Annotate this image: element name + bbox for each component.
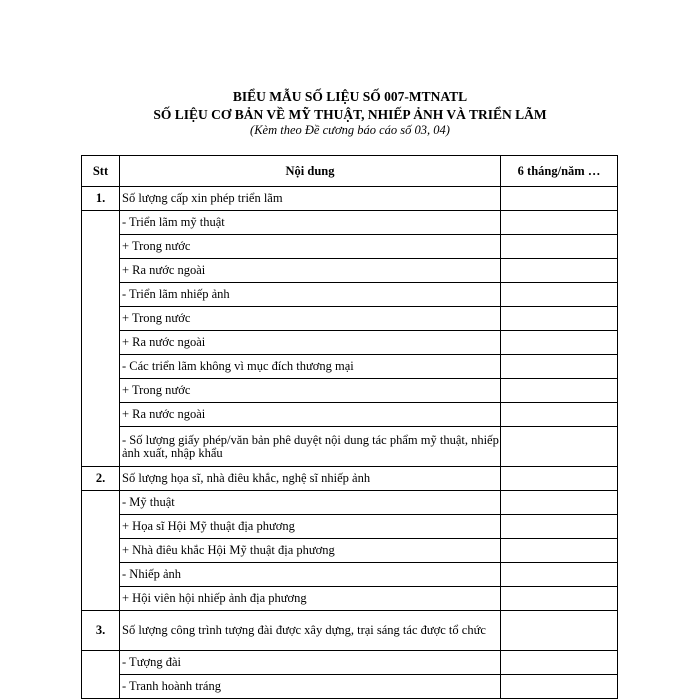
table-row [82, 259, 618, 283]
row-number: 2. [82, 467, 120, 491]
row-number-empty [82, 651, 120, 699]
value-cell[interactable] [501, 187, 618, 211]
row-number-empty [82, 491, 120, 611]
form-title: BIỂU MẪU SỐ LIỆU SỐ 007-MTNATL [232, 89, 468, 104]
item-label: - Triển lãm mỹ thuật [120, 211, 501, 235]
table-row [82, 675, 618, 699]
value-cell[interactable] [501, 427, 618, 467]
value-cell[interactable] [501, 563, 618, 587]
table-row [82, 235, 618, 259]
table-row [82, 379, 618, 403]
value-cell[interactable] [501, 403, 618, 427]
form-subject: SỐ LIỆU CƠ BẢN VỀ MỸ THUẬT, NHIẾP ẢNH VÀ TRIỂN LÃM [153, 107, 547, 122]
item-label: + Ra nước ngoài [120, 403, 501, 427]
table-row [82, 491, 618, 515]
table-row [82, 187, 618, 211]
table-row [82, 515, 618, 539]
value-cell[interactable] [501, 539, 618, 563]
item-label: - Triển lãm nhiếp ảnh [120, 283, 501, 307]
table-row [82, 355, 618, 379]
header-period: 6 tháng/năm … [501, 156, 618, 187]
table-row [82, 403, 618, 427]
value-cell[interactable] [501, 355, 618, 379]
value-cell[interactable] [501, 491, 618, 515]
table-row [82, 563, 618, 587]
item-label: - Tranh hoành tráng [120, 675, 501, 699]
value-cell[interactable] [501, 259, 618, 283]
row-number: 1. [82, 187, 120, 211]
item-label: + Nhà điêu khắc Hội Mỹ thuật địa phương [120, 539, 501, 563]
table-row [82, 651, 618, 675]
table-row [82, 611, 618, 651]
item-label: + Họa sĩ Hội Mỹ thuật địa phương [120, 515, 501, 539]
value-cell[interactable] [501, 515, 618, 539]
table-row [82, 283, 618, 307]
table-row [82, 539, 618, 563]
item-label: + Ra nước ngoài [120, 259, 501, 283]
value-cell[interactable] [501, 675, 618, 699]
table-row [82, 211, 618, 235]
item-label: - Mỹ thuật [120, 491, 501, 515]
item-label: - Số lượng giấy phép/văn bản phê duyệt nội dung tác phẩm mỹ thuật, nhiếp ảnh xuất, nhập khẩu [120, 427, 501, 467]
item-label: - Nhiếp ảnh [120, 563, 501, 587]
table-row [82, 467, 618, 491]
item-label: + Ra nước ngoài [120, 331, 501, 355]
value-cell[interactable] [501, 379, 618, 403]
table-row [82, 587, 618, 611]
table-row [82, 331, 618, 355]
form-reference: (Kèm theo Đề cương báo cáo số 03, 04) [250, 123, 450, 137]
table-row [82, 427, 618, 467]
value-cell[interactable] [501, 211, 618, 235]
row-number: 3. [82, 611, 120, 651]
item-label: - Tượng đài [120, 651, 501, 675]
data-table [81, 155, 618, 699]
value-cell[interactable] [501, 331, 618, 355]
item-label: - Các triển lãm không vì mục đích thương mại [120, 355, 501, 379]
value-cell[interactable] [501, 651, 618, 675]
value-cell[interactable] [501, 235, 618, 259]
header-content: Nội dung [120, 156, 501, 187]
value-cell[interactable] [501, 611, 618, 651]
value-cell[interactable] [501, 283, 618, 307]
section-title: Số lượng cấp xin phép triển lãm [120, 187, 501, 211]
value-cell[interactable] [501, 307, 618, 331]
header-row [82, 156, 618, 187]
value-cell[interactable] [501, 467, 618, 491]
header-stt: Stt [82, 156, 120, 187]
section-title: Số lượng công trình tượng đài được xây dựng, trại sáng tác được tổ chức [120, 611, 501, 651]
item-label: + Trong nước [120, 307, 501, 331]
section-title: Số lượng họa sĩ, nhà điêu khắc, nghệ sĩ nhiếp ảnh [120, 467, 501, 491]
item-label: + Trong nước [120, 379, 501, 403]
value-cell[interactable] [501, 587, 618, 611]
item-label: + Hội viên hội nhiếp ảnh địa phương [120, 587, 501, 611]
item-label: + Trong nước [120, 235, 501, 259]
table-row [82, 307, 618, 331]
row-number-empty [82, 211, 120, 467]
